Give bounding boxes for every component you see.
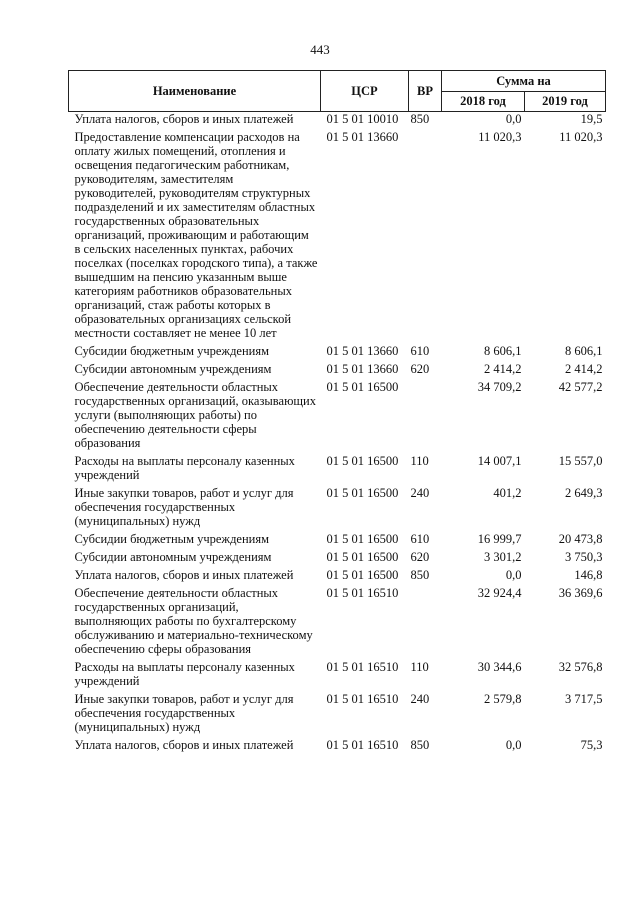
row-sum-2018: 0,0 xyxy=(505,568,522,582)
row-vr: 850 xyxy=(410,568,430,582)
row-vr: 620 xyxy=(410,362,430,376)
row-name: Иные закупки товаров, работ и услуг для обеспечения государственных (муниципальных) нужд xyxy=(74,692,294,734)
row-sum-2018: 2 579,8 xyxy=(484,692,522,706)
row-csr: 01 5 01 13660 xyxy=(326,130,399,144)
row-vr xyxy=(409,126,442,340)
row-sum-2019: 2 414,2 xyxy=(565,362,603,376)
row-name: Обеспечение деятельности областных государственных организаций, выполняющих работы по бухгалтерскому обслуживанию и материально-техническому обеспечению сферы образования xyxy=(74,586,313,656)
row-name: Расходы на выплаты персоналу казенных учреждений xyxy=(74,660,295,688)
row-sum-2019: 146,8 xyxy=(574,568,603,582)
row-sum-2019: 11 020,3 xyxy=(559,130,603,144)
row-sum-2019: 15 557,0 xyxy=(558,454,603,468)
row-sum-2018: 3 301,2 xyxy=(484,550,522,564)
row-name: Уплата налогов, сборов и иных платежей xyxy=(74,568,294,582)
row-sum-2018: 11 020,3 xyxy=(478,130,522,144)
row-csr: 01 5 01 16510 xyxy=(326,738,399,752)
row-name: Субсидии бюджетным учреждениям xyxy=(74,532,270,546)
row-sum-2018: 16 999,7 xyxy=(477,532,522,546)
row-csr: 01 5 01 16510 xyxy=(326,692,399,706)
row-vr xyxy=(409,376,442,450)
header-year-2018: 2018 год xyxy=(442,91,525,112)
table-row xyxy=(69,358,606,376)
row-vr: 850 xyxy=(410,738,430,752)
header-name: Наименование xyxy=(69,71,321,112)
row-sum-2019: 19,5 xyxy=(580,112,603,126)
row-name: Субсидии бюджетным учреждениям xyxy=(74,344,270,358)
row-sum-2019: 36 369,6 xyxy=(558,586,603,600)
row-sum-2018: 8 606,1 xyxy=(484,344,522,358)
row-vr: 110 xyxy=(410,660,429,674)
row-sum-2018: 34 709,2 xyxy=(477,380,522,394)
row-sum-2019: 2 649,3 xyxy=(565,486,603,500)
row-sum-2018: 32 924,4 xyxy=(477,586,522,600)
table-row xyxy=(69,112,606,127)
row-sum-2019: 20 473,8 xyxy=(558,532,603,546)
row-csr: 01 5 01 16500 xyxy=(326,532,399,546)
row-csr: 01 5 01 16500 xyxy=(326,568,399,582)
row-vr xyxy=(409,582,442,656)
row-sum-2019: 3 750,3 xyxy=(565,550,603,564)
row-name: Уплата налогов, сборов и иных платежей xyxy=(74,738,294,752)
row-sum-2019: 8 606,1 xyxy=(565,344,603,358)
row-vr: 850 xyxy=(410,112,430,126)
table-row xyxy=(69,656,606,688)
row-vr: 110 xyxy=(410,454,429,468)
table-row xyxy=(69,564,606,582)
row-csr: 01 5 01 13660 xyxy=(326,362,399,376)
row-name: Расходы на выплаты персоналу казенных учреждений xyxy=(74,454,295,482)
table-row xyxy=(69,340,606,358)
row-name: Субсидии автономным учреждениям xyxy=(74,362,272,376)
table-row xyxy=(69,688,606,734)
header-csr: ЦСР xyxy=(321,71,409,112)
row-name: Предоставление компенсации расходов на оплату жилых помещений, отопления и освещения педагогическим работникам, руководителям, заместителям руководителей, руководителям структурных подразделений и их заместителям областных государственных образовательных организаций, проживающим и работающим в сельских населенных пунктах, рабочих поселках (поселках городского типа), а также вышедшим на пенсию указанным выше категориям работников образовательных организаций, стаж работы которых в образовательных организациях сельской местности составляет не менее 10 лет xyxy=(74,130,318,340)
row-csr: 01 5 01 16500 xyxy=(326,380,399,394)
row-vr: 610 xyxy=(410,344,430,358)
row-sum-2019: 32 576,8 xyxy=(558,660,603,674)
row-sum-2018: 401,2 xyxy=(493,486,522,500)
row-sum-2018: 14 007,1 xyxy=(477,454,522,468)
row-csr: 01 5 01 16500 xyxy=(326,486,399,500)
header-vr: ВР xyxy=(409,71,442,112)
table-body xyxy=(69,112,606,753)
row-sum-2019: 75,3 xyxy=(580,738,603,752)
row-csr: 01 5 01 13660 xyxy=(326,344,399,358)
row-sum-2018: 0,0 xyxy=(505,738,522,752)
row-csr: 01 5 01 10010 xyxy=(326,112,399,126)
table-row xyxy=(69,546,606,564)
row-csr: 01 5 01 16500 xyxy=(326,454,399,468)
table-row xyxy=(69,450,606,482)
row-sum-2018: 0,0 xyxy=(505,112,522,126)
row-sum-2018: 2 414,2 xyxy=(484,362,522,376)
row-name: Обеспечение деятельности областных государственных организаций, оказывающих услуги (выполняющих работы) по обеспечению деятельности сферы образования xyxy=(74,380,316,450)
table-row xyxy=(69,482,606,528)
row-name: Субсидии автономным учреждениям xyxy=(74,550,272,564)
row-sum-2018: 30 344,6 xyxy=(477,660,522,674)
table-row xyxy=(69,734,606,752)
header-sum-on: Сумма на xyxy=(442,71,606,92)
row-sum-2019: 3 717,5 xyxy=(565,692,603,706)
budget-table xyxy=(68,70,606,752)
page-number: 443 xyxy=(310,42,330,57)
table-row xyxy=(69,376,606,450)
row-vr: 240 xyxy=(410,692,430,706)
row-vr: 620 xyxy=(410,550,430,564)
row-csr: 01 5 01 16500 xyxy=(326,550,399,564)
row-csr: 01 5 01 16510 xyxy=(326,586,399,600)
row-sum-2019: 42 577,2 xyxy=(558,380,603,394)
table-header xyxy=(69,71,606,112)
table-row xyxy=(69,582,606,656)
row-vr: 610 xyxy=(410,532,430,546)
table-row xyxy=(69,528,606,546)
row-name: Уплата налогов, сборов и иных платежей xyxy=(74,112,294,126)
row-vr: 240 xyxy=(410,486,430,500)
row-name: Иные закупки товаров, работ и услуг для обеспечения государственных (муниципальных) нужд xyxy=(74,486,294,528)
header-year-2019: 2019 год xyxy=(525,91,606,112)
row-csr: 01 5 01 16510 xyxy=(326,660,399,674)
table-row xyxy=(69,126,606,340)
